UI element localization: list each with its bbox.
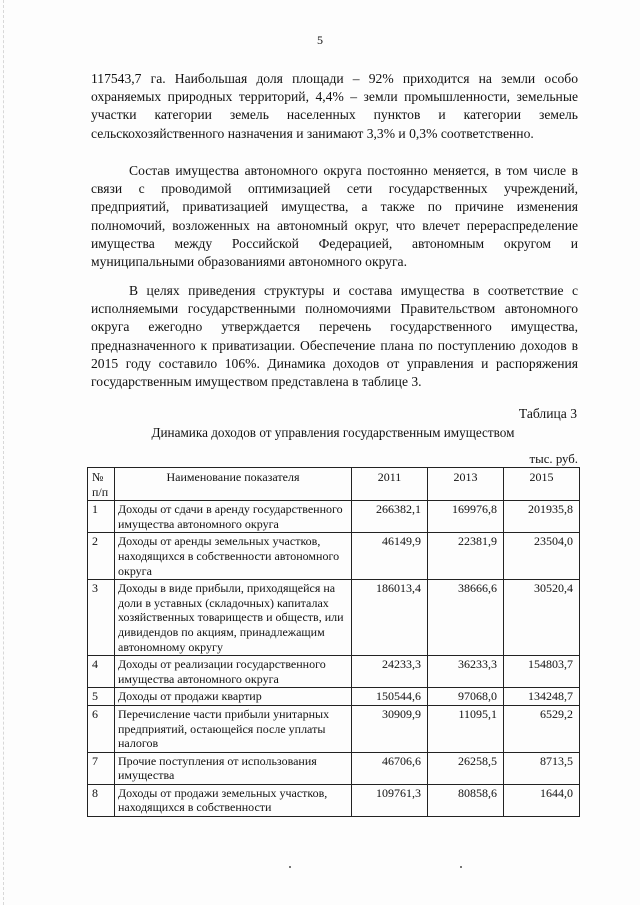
table-row xyxy=(88,580,580,656)
table-row xyxy=(88,752,580,784)
row-value-2011: 24233,3 xyxy=(352,656,428,688)
row-value-2011: 186013,4 xyxy=(352,580,428,656)
table-row xyxy=(88,656,580,688)
table-row xyxy=(88,705,580,752)
header-2013: 2013 xyxy=(428,468,504,501)
row-value-2013: 36233,3 xyxy=(428,656,504,688)
row-value-2011: 150544,6 xyxy=(352,688,428,706)
table-row xyxy=(88,688,580,706)
row-value-2015: 8713,5 xyxy=(504,752,580,784)
row-value-2013: 26258,5 xyxy=(428,752,504,784)
row-value-2015: 134248,7 xyxy=(504,688,580,706)
row-number: 6 xyxy=(88,705,115,752)
row-value-2013: 38666,6 xyxy=(428,580,504,656)
row-value-2015: 1644,0 xyxy=(504,784,580,816)
row-value-2015: 23504,0 xyxy=(504,533,580,580)
row-number: 3 xyxy=(88,580,115,656)
paragraph-land-shares: 117543,7 га. Наибольшая доля площади – 92% приходится на земли особо охраняемых природных территорий, 4,4% – земли промышленности, земельные участки категории земель населенных пунктов и категории земель сельскохозяйственного назначения и занимают 3,3% и 0,3% соответственно. xyxy=(91,71,578,141)
header-num: № п/п xyxy=(88,468,115,501)
row-value-2013: 11095,1 xyxy=(428,705,504,752)
scan-speck xyxy=(460,866,462,868)
scan-speck xyxy=(289,866,291,868)
row-value-2013: 169976,8 xyxy=(428,501,504,533)
row-value-2015: 6529,2 xyxy=(504,705,580,752)
row-number: 8 xyxy=(88,784,115,816)
row-number: 7 xyxy=(88,752,115,784)
page-number: 5 xyxy=(317,33,323,47)
row-value-2015: 201935,8 xyxy=(504,501,580,533)
row-number: 5 xyxy=(88,688,115,706)
paragraph-property-changes: Состав имущества автономного округа постоянно меняется, в том числе в связи с проводимой оптимизацией сети государственных учреждений, предприятий, приватизацией имущества, а также по причине изменения полномочий, возложенных на автономный округ, что влечет перераспределение имущества между Российской Федерацией, автономным округом и муниципальными образованиями автономного округа. xyxy=(91,163,578,270)
row-name: Доходы от сдачи в аренду государственного имущества автономного округа xyxy=(115,501,352,533)
table-unit: тыс. руб. xyxy=(529,452,578,466)
table-row xyxy=(88,533,580,580)
table-label: Таблица 3 xyxy=(518,406,577,421)
table-row xyxy=(88,501,580,533)
row-value-2015: 30520,4 xyxy=(504,580,580,656)
row-name: Доходы от продажи квартир xyxy=(115,688,352,706)
row-number: 1 xyxy=(88,501,115,533)
row-value-2011: 109761,3 xyxy=(352,784,428,816)
row-name: Прочие поступления от использования имущества xyxy=(115,752,352,784)
row-value-2011: 266382,1 xyxy=(352,501,428,533)
income-table xyxy=(87,467,580,817)
row-value-2013: 80858,6 xyxy=(428,784,504,816)
row-name: Перечисление части прибыли унитарных предприятий, остающейся после уплаты налогов xyxy=(115,705,352,752)
paragraph-privatization: В целях приведения структуры и состава имущества в соответствие с исполняемыми государственными полномочиями Правительством автономного округа ежегодно утверждается перечень государственного имущества, предназначенного к приватизации. Обеспечение плана по поступлению доходов в 2015 году составило 106%. Динамика доходов от управления и распоряжения государственным имуществом представлена в таблице 3. xyxy=(91,283,578,390)
row-number: 4 xyxy=(88,656,115,688)
header-name: Наименование показателя xyxy=(115,468,352,501)
scan-margin-line xyxy=(3,0,4,905)
row-value-2011: 46706,6 xyxy=(352,752,428,784)
header-2011: 2011 xyxy=(352,468,428,501)
row-name: Доходы от аренды земельных участков, находящихся в собственности автономного округа xyxy=(115,533,352,580)
row-value-2011: 46149,9 xyxy=(352,533,428,580)
row-name: Доходы от продажи земельных участков, находящихся в собственности xyxy=(115,784,352,816)
row-number: 2 xyxy=(88,533,115,580)
row-name: Доходы от реализации государственного имущества автономного округа xyxy=(115,656,352,688)
row-value-2013: 97068,0 xyxy=(428,688,504,706)
table-header-row xyxy=(88,468,580,501)
row-name: Доходы в виде прибыли, приходящейся на доли в уставных (складочных) капиталах хозяйственных товариществ и обществ, или дивидендов по акциям, принадлежащим автономному округу xyxy=(115,580,352,656)
table-row xyxy=(88,784,580,816)
row-value-2013: 22381,9 xyxy=(428,533,504,580)
row-value-2015: 154803,7 xyxy=(504,656,580,688)
table-title: Динамика доходов от управления государственным имуществом xyxy=(151,425,515,440)
row-value-2011: 30909,9 xyxy=(352,705,428,752)
header-2015: 2015 xyxy=(504,468,580,501)
